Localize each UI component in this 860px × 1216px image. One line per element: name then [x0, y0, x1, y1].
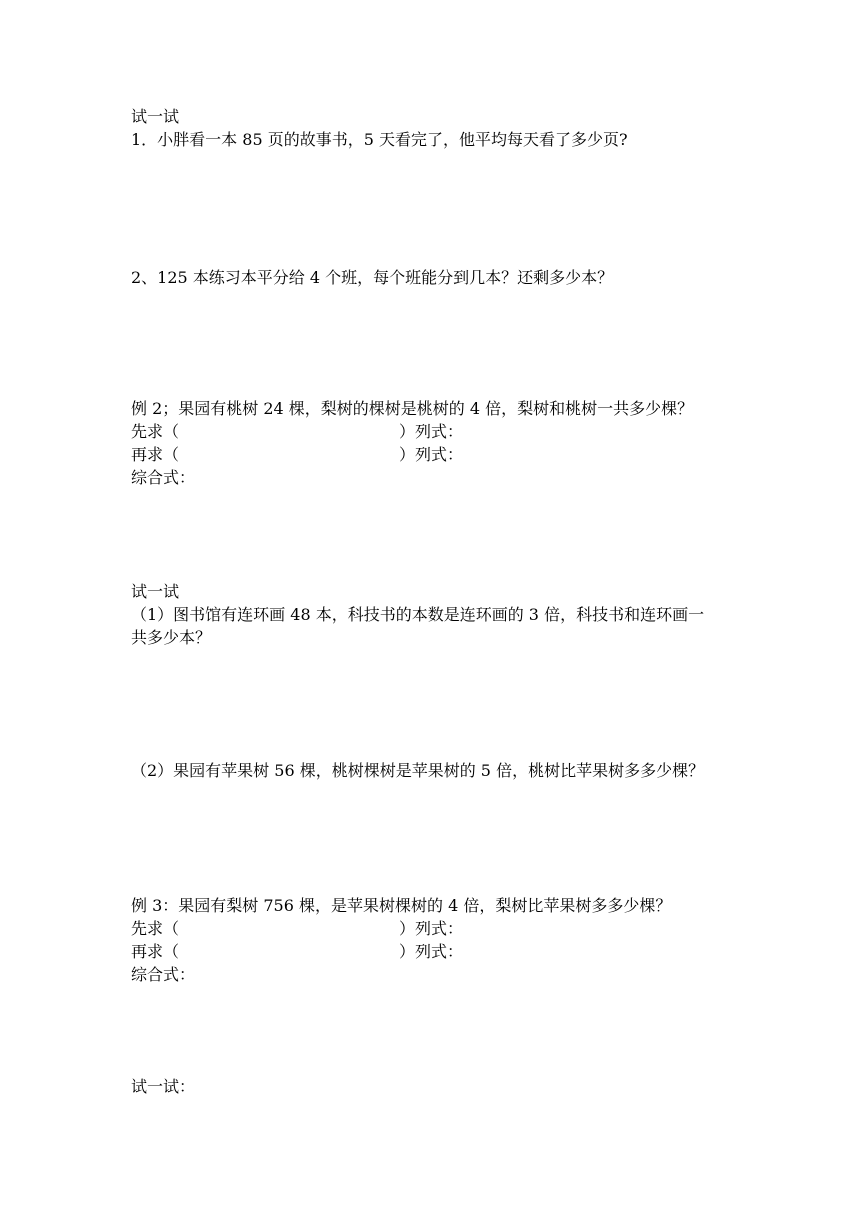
section3-heading: 试一试：: [131, 1077, 196, 1096]
first-step-formula-label: ）列式：: [399, 919, 464, 938]
then-step-formula-label: ）列式：: [399, 942, 464, 961]
first-step-label: 先求（: [131, 422, 180, 441]
then-step-label: 再求（: [131, 942, 180, 961]
question-1: 1．小胖看一本 85 页的故事书，5 天看完了，他平均每天看了多少页?: [131, 130, 628, 149]
example3-then-step: [131, 941, 551, 962]
first-step-label: 先求（: [131, 919, 180, 938]
example3-problem: 例 3：果园有梨树 756 棵，是苹果树棵树的 4 倍，梨树比苹果树多多少棵？: [131, 896, 672, 915]
practice-question-1-line1: （1）图书馆有连环画 48 本，科技书的本数是连环画的 3 倍，科技书和连环画一: [131, 605, 705, 624]
first-step-formula-label: ）列式：: [399, 422, 464, 441]
then-step-label: 再求（: [131, 445, 180, 464]
section2-heading: 试一试: [131, 582, 180, 601]
section1-heading: 试一试: [131, 107, 180, 126]
example2-problem: 例 2；果园有桃树 24 棵，梨树的棵树是桃树的 4 倍，梨树和桃树一共多少棵？: [131, 399, 694, 418]
example3-first-step: [131, 918, 551, 939]
practice-question-1-line2: 共多少本？: [131, 628, 212, 647]
example3-combined-label: 综合式：: [131, 965, 196, 984]
practice-question-2: （2）果园有苹果树 56 棵，桃树棵树是苹果树的 5 倍，桃树比苹果树多多少棵？: [131, 761, 705, 780]
then-step-formula-label: ）列式：: [399, 445, 464, 464]
example2-first-step: [131, 421, 551, 442]
example2-then-step: [131, 444, 551, 465]
example2-combined-label: 综合式：: [131, 468, 196, 487]
question-2: 2、125 本练习本平分给 4 个班，每个班能分到几本？还剩多少本？: [131, 268, 614, 287]
